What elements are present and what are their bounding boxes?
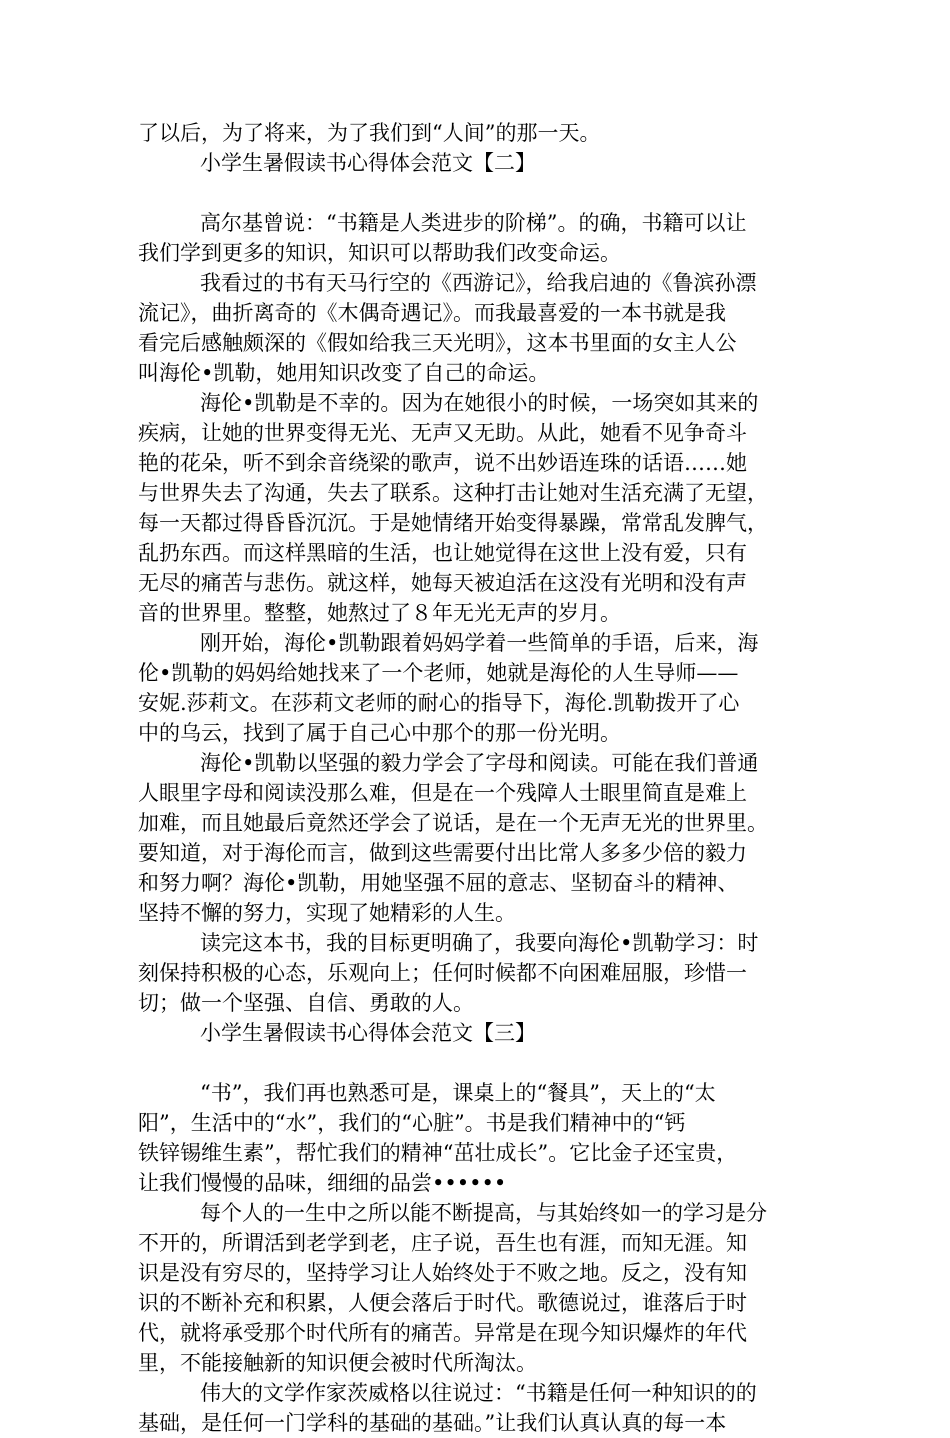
text-line: 中的乌云，找到了属于自己心中那个的那一份光明。 bbox=[138, 721, 621, 745]
text-line: 和努力啊？海伦•凯勒，用她坚强不屈的意志、坚韧奋斗的精神、 bbox=[138, 871, 739, 895]
text-line: 每个人的一生中之所以能不断提高，与其始终如一的学习是分 bbox=[200, 1201, 767, 1225]
text-line: 不开的，所谓活到老学到老，庄子说，吾生也有涯，而知无涯。知 bbox=[138, 1231, 747, 1255]
text-line: 海伦•凯勒是不幸的。因为在她很小的时候，一场突如其来的 bbox=[200, 391, 759, 415]
text-line: 与世界失去了沟通，失去了联系。这种打击让她对生活充满了无望， bbox=[138, 481, 768, 505]
text-line: 识是没有穷尽的，坚持学习让人始终处于不败之地。反之，没有知 bbox=[138, 1261, 747, 1285]
text-line: 看完后感触颇深的《假如给我三天光明》，这本书里面的女主人公 bbox=[138, 331, 737, 355]
text-line: 让我们慢慢的品味，细细的品尝•••••• bbox=[138, 1171, 507, 1195]
text-line: 切；做一个坚强、自信、勇敢的人。 bbox=[138, 991, 474, 1015]
text-line: 坚持不懈的努力，实现了她精彩的人生。 bbox=[138, 901, 516, 925]
text-line: 我们学到更多的知识，知识可以帮助我们改变命运。 bbox=[138, 241, 621, 265]
section-heading: 小学生暑假读书心得体会范文【三】 bbox=[200, 1021, 536, 1045]
text-line: 里，不能接触新的知识便会被时代所淘汰。 bbox=[138, 1351, 537, 1375]
text-line: 读完这本书，我的目标更明确了，我要向海伦•凯勒学习：时 bbox=[200, 931, 759, 955]
text-line: 要知道，对于海伦而言，做到这些需要付出比常人多多少倍的毅力 bbox=[138, 841, 747, 865]
section-heading: 小学生暑假读书心得体会范文【二】 bbox=[200, 151, 536, 175]
text-line: 识的不断补充和积累，人便会落后于时代。歌德说过，谁落后于时 bbox=[138, 1291, 747, 1315]
text-line: 基础，是任何一门学科的基础的基础。”让我们认真认真的每一本 bbox=[138, 1411, 727, 1435]
text-line: 乱扔东西。而这样黑暗的生活，也让她觉得在这世上没有爱，只有 bbox=[138, 541, 747, 565]
text-line: 阳”，生活中的“水”，我们的“心脏”。书是我们精神中的“钙 bbox=[138, 1111, 686, 1135]
text-line: 了以后，为了将来，为了我们到“人间”的那一天。 bbox=[138, 121, 601, 145]
text-line: 刻保持积极的心态，乐观向上；任何时候都不向困难屈服，珍惜一 bbox=[138, 961, 747, 985]
text-line: 无尽的痛苦与悲伤。就这样，她每天被迫活在这没有光明和没有声 bbox=[138, 571, 747, 595]
text-line: 伟大的文学作家茨威格以往说过：“书籍是任何一种知识的的 bbox=[200, 1381, 757, 1405]
text-line: 人眼里字母和阅读没那么难，但是在一个残障人士眼里简直是难上 bbox=[138, 781, 747, 805]
text-line: 叫海伦•凯勒，她用知识改变了自己的命运。 bbox=[138, 361, 550, 385]
text-line: “书”，我们再也熟悉可是，课桌上的“餐具”，天上的“太 bbox=[200, 1081, 716, 1105]
text-line: 代，就将承受那个时代所有的痛苦。异常是在现今知识爆炸的年代 bbox=[138, 1321, 747, 1345]
text-line: 海伦•凯勒以坚强的毅力学会了字母和阅读。可能在我们普通 bbox=[200, 751, 759, 775]
text-line: 刚开始，海伦•凯勒跟着妈妈学着一些简单的手语，后来，海 bbox=[200, 631, 759, 655]
blank-line bbox=[138, 1048, 822, 1078]
document-page bbox=[138, 118, 822, 1438]
text-line: 伦•凯勒的妈妈给她找来了一个老师，她就是海伦的人生导师—— bbox=[138, 661, 739, 685]
text-line: 我看过的书有天马行空的《西游记》，给我启迪的《鲁滨孙漂 bbox=[200, 271, 757, 295]
text-line: 铁锌锡维生素”，帮忙我们的精神“茁壮成长”。它比金子还宝贵， bbox=[138, 1141, 738, 1165]
text-line: 艳的花朵，听不到余音绕梁的歌声，说不出妙语连珠的话语……她 bbox=[138, 451, 747, 475]
text-line: 音的世界里。整整，她熬过了８年无光无声的岁月。 bbox=[138, 601, 621, 625]
text-line: 高尔基曾说：“书籍是人类进步的阶梯”。的确，书籍可以让 bbox=[200, 211, 747, 235]
text-line: 流记》，曲折离奇的《木偶奇遇记》。而我最喜爱的一本书就是我 bbox=[138, 301, 726, 325]
text-line: 安妮.莎莉文。在莎莉文老师的耐心的指导下，海伦.凯勒拨开了心 bbox=[138, 691, 740, 715]
text-line: 加难，而且她最后竟然还学会了说话，是在一个无声无光的世界里。 bbox=[138, 811, 768, 835]
blank-line bbox=[138, 178, 822, 208]
text-line: 疾病，让她的世界变得无光、无声又无助。从此，她看不见争奇斗 bbox=[138, 421, 747, 445]
text-line: 每一天都过得昏昏沉沉。于是她情绪开始变得暴躁，常常乱发脾气， bbox=[138, 511, 768, 535]
